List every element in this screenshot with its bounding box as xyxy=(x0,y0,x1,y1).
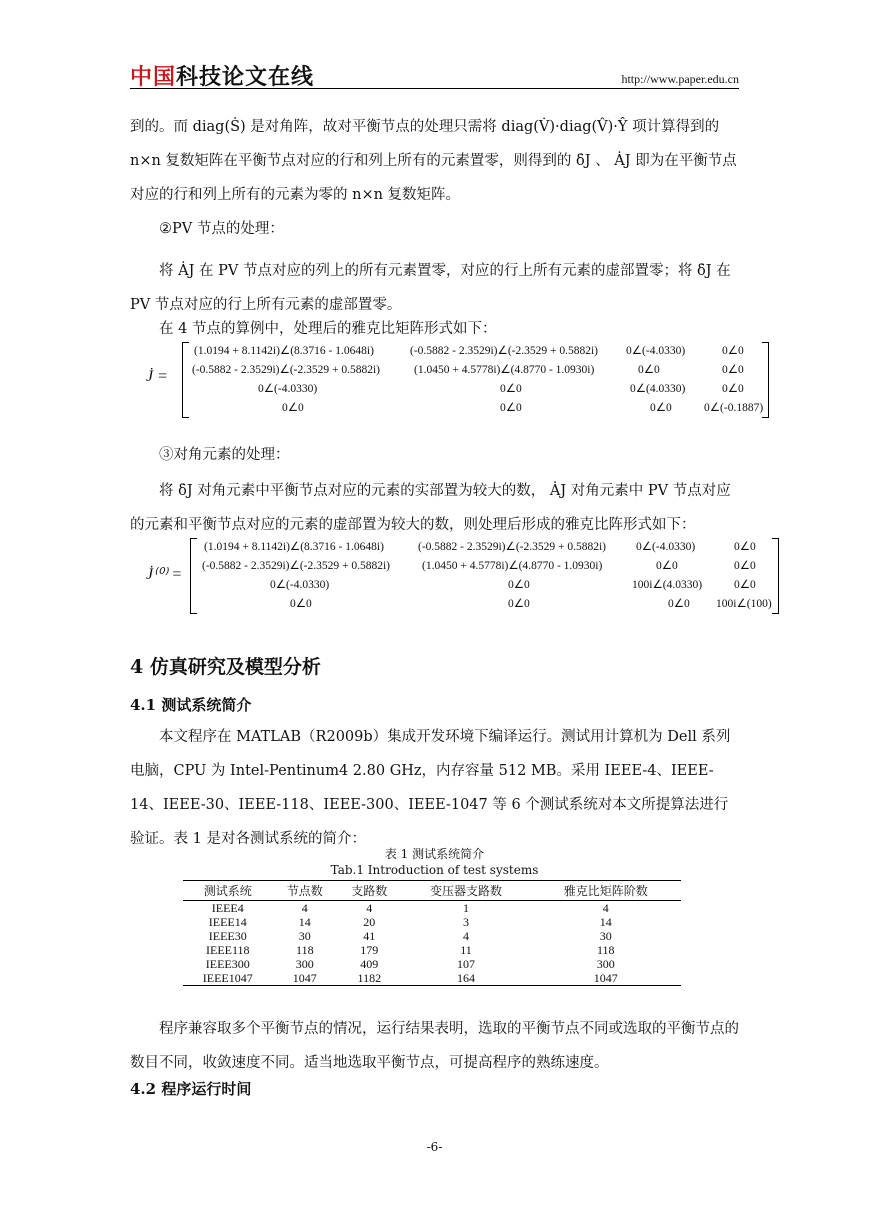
section-heading: 4 仿真研究及模型分析 xyxy=(130,656,321,678)
matrix-cell: (-0.5882 - 2.3529i)∠(-2.3529 + 0.5882i) xyxy=(418,541,606,553)
table-cell: 300 xyxy=(596,957,615,971)
matrix-cell: 0∠(4.0330) xyxy=(630,383,686,395)
table-cell: IEEE118 xyxy=(206,943,250,957)
paragraph-pv: 将 ȦJ 在 PV 节点对应的列上的所有元素置零，对应的行上所有元素的虚部置零；将 δ̇J 在 PV 节点对应的行上所有元素的虚部置零。 xyxy=(130,263,731,313)
paragraph-pv-heading: ②PV 节点的处理： xyxy=(159,221,284,237)
table-cell: 118 xyxy=(596,943,615,957)
table-row xyxy=(183,915,681,929)
matrix-cell: 0∠0 xyxy=(508,598,530,610)
table-row xyxy=(183,943,681,957)
matrix-cell: 0∠0 xyxy=(734,541,756,553)
paragraph-test-system: 本文程序在 MATLAB（R2009b）集成开发环境下编译运行。测试用计算机为 Dell 系列电脑，CPU 为 Intel-Pentinum4 2.80 GHz，内存容量 512 MB。采用 IEEE-4、IEEE-14、IEEE-30、IEEE-118、IEEE-300、IEEE-1047 等 6 个测试系统对本文所提算法进行验证。表 1 是对各测试系统的简介： xyxy=(130,729,731,847)
matrix-cell: 100i∠(100) xyxy=(716,598,772,610)
matrix-cell: 0∠0 xyxy=(668,598,690,610)
matrix-cell: 0∠0 xyxy=(650,402,672,414)
matrix-cell: 0∠0 xyxy=(734,579,756,591)
table-row xyxy=(183,901,681,916)
left-bracket xyxy=(182,342,189,418)
paragraph-slack-nodes: 程序兼容取多个平衡节点的情况，运行结果表明，选取的平衡节点不同或选取的平衡节点的数目不同，收敛速度不同。适当地选取平衡节点，可提高程序的熟练速度。 xyxy=(130,1021,739,1071)
table-cell: 41 xyxy=(363,929,376,943)
table-row xyxy=(183,957,681,971)
matrix-cell: (1.0194 + 8.1142i)∠(8.3716 - 1.0648i) xyxy=(204,541,384,553)
matrix-cell: 0∠(-4.0330) xyxy=(258,383,318,395)
table-cell: 409 xyxy=(360,957,379,971)
matrix-cell: 0∠0 xyxy=(722,345,744,357)
matrix-label: J̇ = xyxy=(146,368,168,385)
table-cell: IEEE30 xyxy=(208,929,247,943)
matrix-cell: 0∠(-4.0330) xyxy=(636,541,696,553)
table-cell: 107 xyxy=(457,957,476,971)
table-header-cell: 变压器支路数 xyxy=(402,881,531,901)
matrix-cell: 0∠0 xyxy=(500,383,522,395)
subsection-heading-4-1: 4.1 测试系统简介 xyxy=(130,696,252,714)
paragraph-1: 到的。而 diag(Ṡ) 是对角阵，故对平衡节点的处理只需将 diag(V̇)·diag(V̂)·Ŷ 项计算得到的 n×n 复数矩阵在平衡节点对应的行和列上所有的元素置零，则得到的 δ̇J 、 ȦJ 即为在平衡节点对应的行和列上所有的元素为零的 n×n 复数矩阵。 xyxy=(130,119,737,203)
matrix-cell: 0∠(-4.0330) xyxy=(270,579,330,591)
table-cell: 1047 xyxy=(273,971,338,986)
matrix-cell: (-0.5882 - 2.3529i)∠(-2.3529 + 0.5882i) xyxy=(192,364,380,376)
jacobian-matrix-1 xyxy=(130,340,770,420)
page-number: -6- xyxy=(426,1140,443,1154)
right-bracket xyxy=(772,538,779,614)
matrix-cell: 0∠(-0.1887) xyxy=(704,402,764,414)
table-cell: IEEE300 xyxy=(205,957,250,971)
table-cell: 14 xyxy=(599,915,612,929)
table-cell: 4 xyxy=(602,901,609,915)
test-systems-table xyxy=(183,880,681,986)
table-cell: 1047 xyxy=(531,971,681,986)
table-cell: 20 xyxy=(363,915,376,929)
matrix-cell: 0∠0 xyxy=(734,560,756,572)
table-header-cell: 雅克比矩阵阶数 xyxy=(531,881,681,901)
table-cell: 14 xyxy=(298,915,311,929)
logo-part2: 科技论文在线 xyxy=(176,65,315,90)
table-cell: IEEE14 xyxy=(208,915,247,929)
table-cell: 300 xyxy=(295,957,314,971)
table-header-cell: 支路数 xyxy=(337,881,402,901)
table-cell: 4 xyxy=(301,901,308,915)
table-cell: 3 xyxy=(463,915,470,929)
table-caption-cn: 表 1 测试系统简介 xyxy=(384,847,485,861)
header-rule xyxy=(130,88,739,89)
matrix-cell: 0∠0 xyxy=(508,579,530,591)
matrix-cell: 0∠0 xyxy=(656,560,678,572)
matrix-cell: (-0.5882 - 2.3529i)∠(-2.3529 + 0.5882i) xyxy=(202,560,390,572)
logo-part1: 中国 xyxy=(130,65,177,90)
matrix-cell: 0∠0 xyxy=(638,364,660,376)
paragraph-diag-heading: ③对角元素的处理： xyxy=(159,447,290,463)
table-caption-en: Tab.1 Introduction of test systems xyxy=(330,863,539,877)
matrix-cell: 0∠0 xyxy=(722,383,744,395)
table-cell: 179 xyxy=(360,943,379,957)
table-header-cell: 节点数 xyxy=(273,881,338,901)
table-cell: 4 xyxy=(463,929,470,943)
table-cell: 4 xyxy=(366,901,373,915)
table-header-cell: 测试系统 xyxy=(183,881,273,901)
table-cell: 1 xyxy=(463,901,470,915)
subsection-heading-4-2: 4.2 程序运行时间 xyxy=(130,1080,252,1098)
table-cell: 118 xyxy=(296,943,314,957)
matrix-cell: 0∠0 xyxy=(282,402,304,414)
matrix-label: J̇⁽⁰⁾ = xyxy=(146,566,183,583)
jacobian-matrix-2 xyxy=(130,536,780,616)
table-header-row xyxy=(183,881,681,901)
table-row xyxy=(183,971,681,986)
paragraph-diag: 将 δ̇J 对角元素中平衡节点对应的元素的实部置为较大的数， ȦJ 对角元素中 PV 节点对应的元素和平衡节点对应的元素的虚部置为较大的数，则处理后形成的雅克比阵形式如下： xyxy=(130,483,731,533)
table-cell: 164 xyxy=(402,971,531,986)
matrix-cell: (-0.5882 - 2.3529i)∠(-2.3529 + 0.5882i) xyxy=(410,345,598,357)
matrix-cell: 100i∠(4.0330) xyxy=(632,579,703,591)
matrix-cell: 0∠0 xyxy=(722,364,744,376)
journal-logo xyxy=(130,60,314,91)
matrix-cell: 0∠(-4.0330) xyxy=(626,345,686,357)
table-cell: 30 xyxy=(298,929,311,943)
matrix-cell: 0∠0 xyxy=(290,598,312,610)
matrix-cell: (1.0450 + 4.5778i)∠(4.8770 - 1.0930i) xyxy=(422,560,603,572)
header-url[interactable]: http://www.paper.edu.cn xyxy=(621,72,739,86)
matrix-cell: 0∠0 xyxy=(500,402,522,414)
table-cell: 11 xyxy=(460,943,472,957)
table-cell: 30 xyxy=(599,929,612,943)
paragraph-4bus: 在 4 节点的算例中，处理后的雅克比矩阵形式如下： xyxy=(159,321,497,337)
table-cell: IEEE1047 xyxy=(183,971,273,986)
matrix-cell: (1.0450 + 4.5778i)∠(4.8770 - 1.0930i) xyxy=(414,364,595,376)
table-row xyxy=(183,929,681,943)
matrix-cell: (1.0194 + 8.1142i)∠(8.3716 - 1.0648i) xyxy=(194,345,374,357)
table-cell: 1182 xyxy=(337,971,402,986)
left-bracket xyxy=(190,538,197,614)
table-cell: IEEE4 xyxy=(211,901,244,915)
